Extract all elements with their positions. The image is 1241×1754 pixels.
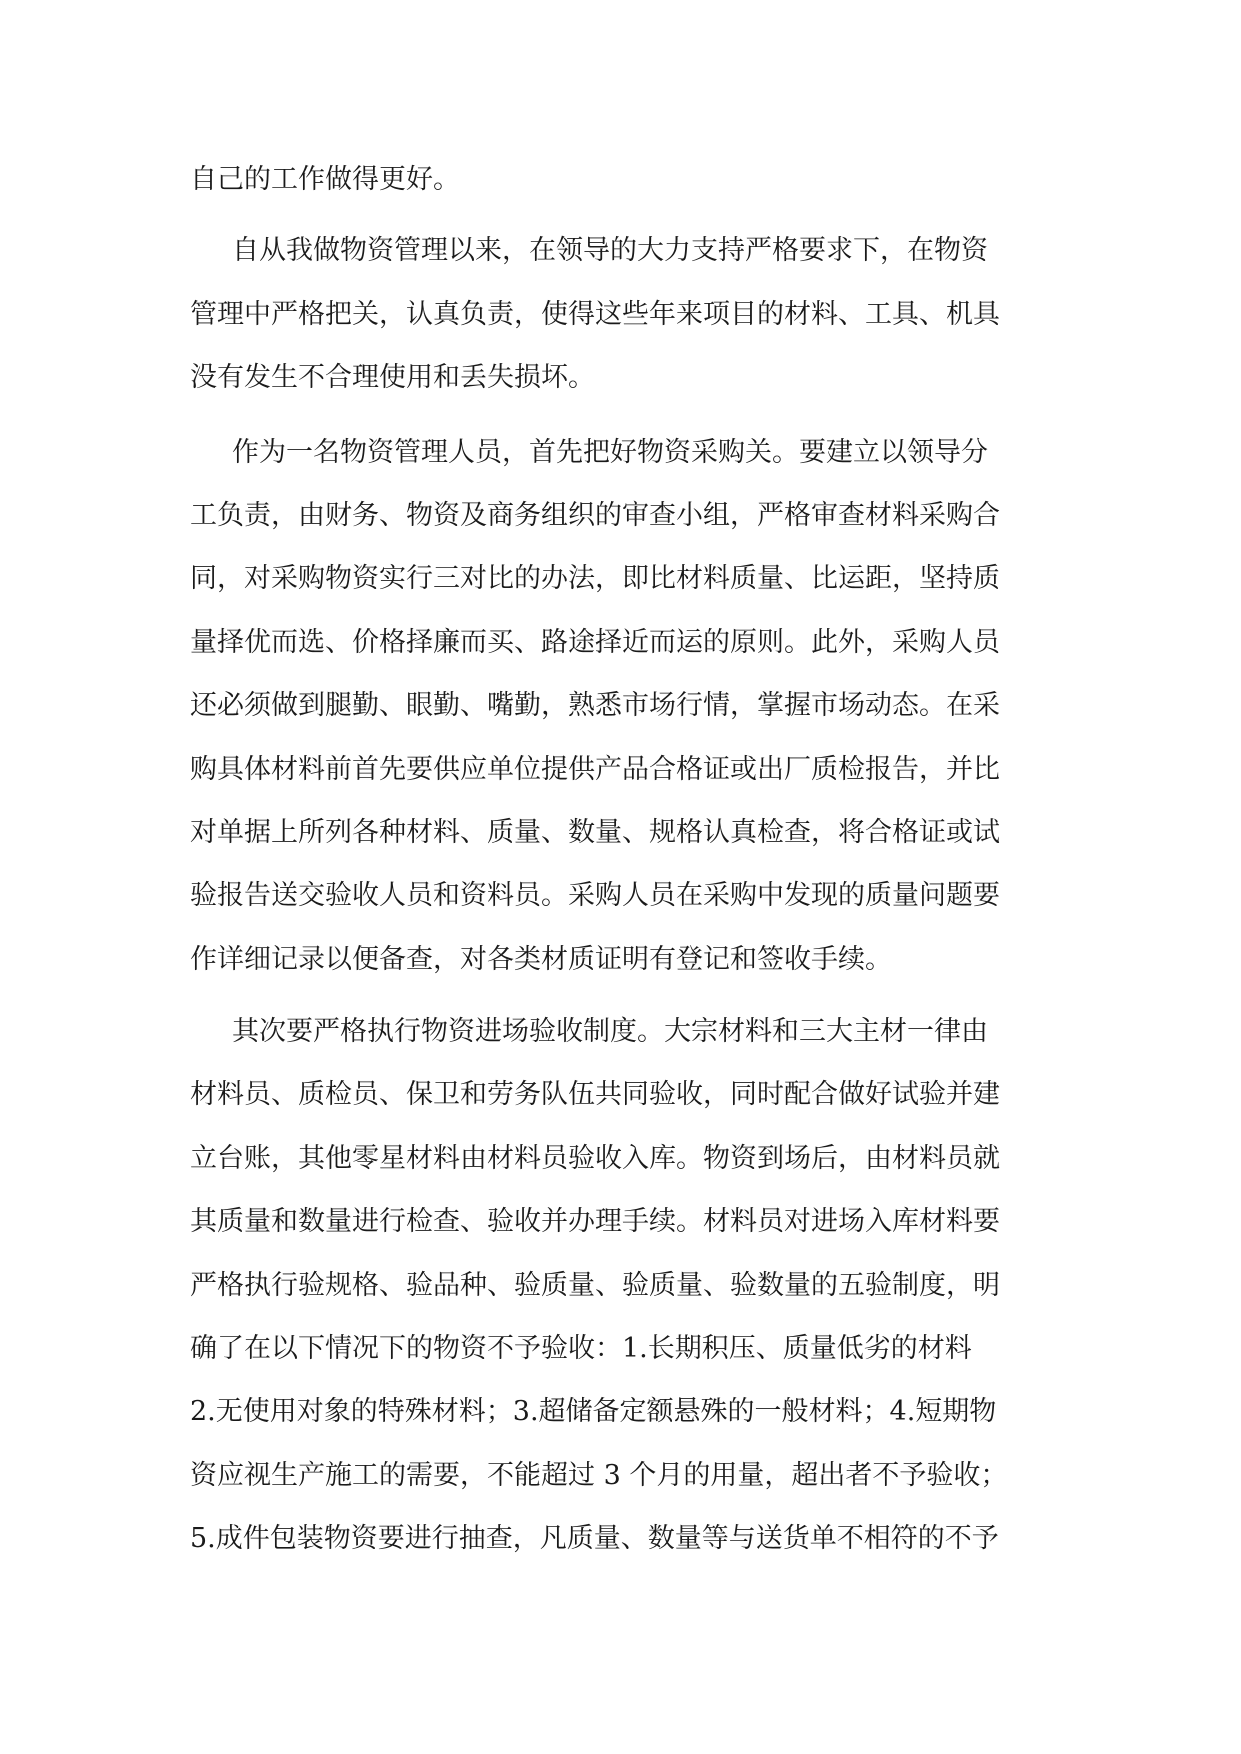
text-line: 没有发生不合理使用和丢失损坏。 (190, 362, 595, 394)
text-line: 验报告送交验收人员和资料员。采购人员在采购中发现的质量问题要 (190, 880, 1000, 912)
body-text (190, 148, 1050, 1571)
text-line: 作详细记录以便备查，对各类材质证明有登记和签收手续。 (190, 943, 892, 975)
paragraph-first-line: 作为一名物资管理人员，首先把好物资采购关。要建立以领导分 (232, 436, 988, 468)
text-line: 其质量和数量进行检查、验收并办理手续。材料员对进场入库材料要 (190, 1206, 1000, 1238)
text-line: 对单据上所列各种材料、质量、数量、规格认真检查，将合格证或试 (190, 816, 1000, 848)
text-line: 管理中严格把关，认真负责，使得这些年来项目的材料、工具、机具 (190, 298, 1000, 330)
text-line: 自己的工作做得更好。 (190, 164, 460, 195)
text-line: 确了在以下情况下的物资不予验收：1.长期积压、质量低劣的材料 (190, 1333, 972, 1365)
text-line: 资应视生产施工的需要，不能超过 3 个月的用量，超出者不予验收； (190, 1459, 1008, 1491)
paragraph-first-line: 其次要严格执行物资进场验收制度。大宗材料和三大主材一律由 (232, 1016, 988, 1048)
text-line: 5.成件包装物资要进行抽查，凡质量、数量等与送货单不相符的不予 (190, 1523, 999, 1555)
text-line: 严格执行验规格、验品种、验质量、验质量、验数量的五验制度，明 (190, 1269, 1000, 1301)
paragraph-first-line: 自从我做物资管理以来，在领导的大力支持严格要求下，在物资 (232, 235, 988, 267)
text-line: 还必须做到腿勤、眼勤、嘴勤，熟悉市场行情，掌握市场动态。在采 (190, 690, 1000, 722)
text-line: 工负责，由财务、物资及商务组织的审查小组，严格审查材料采购合 (190, 499, 1000, 531)
text-line: 量择优而选、价格择廉而买、路途择近而运的原则。此外，采购人员 (190, 626, 1000, 658)
text-line: 购具体材料前首先要供应单位提供产品合格证或出厂质检报告，并比 (190, 753, 1000, 785)
text-line: 材料员、质检员、保卫和劳务队伍共同验收，同时配合做好试验并建 (190, 1079, 1000, 1111)
text-line: 同，对采购物资实行三对比的办法，即比材料质量、比运距，坚持质 (190, 563, 1000, 595)
text-line: 2.无使用对象的特殊材料；3.超储备定额悬殊的一般材料；4.短期物 (190, 1396, 997, 1428)
text-line: 立台账，其他零星材料由材料员验收入库。物资到场后，由材料员就 (190, 1142, 1000, 1174)
